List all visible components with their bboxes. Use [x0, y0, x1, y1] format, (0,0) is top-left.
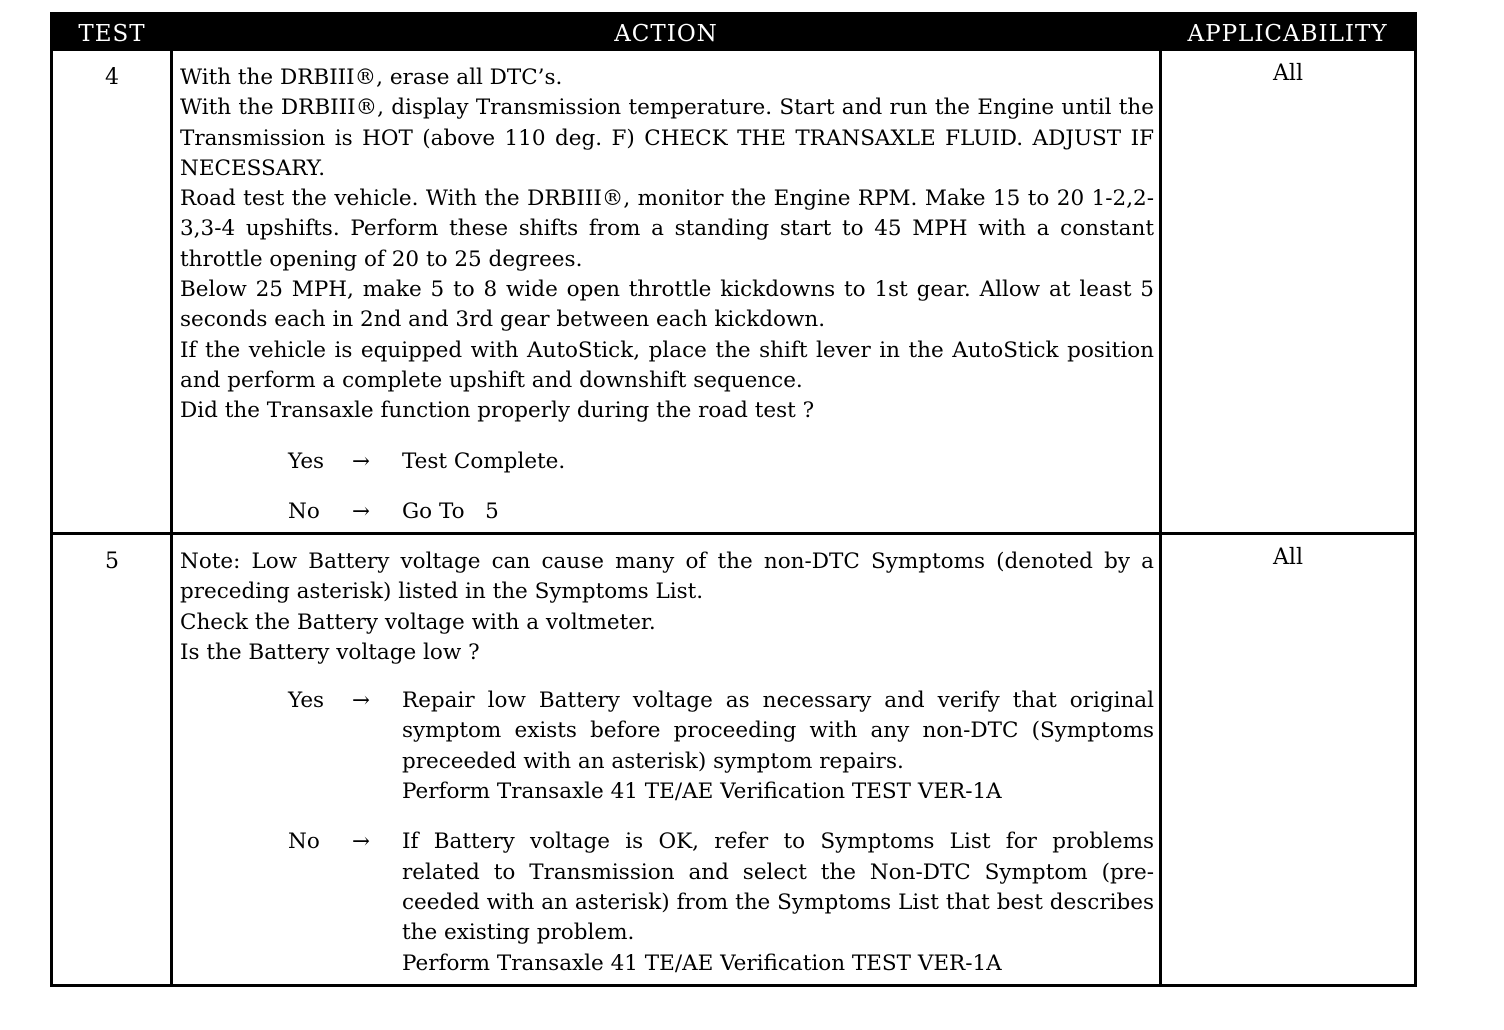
no-branch — [288, 827, 1154, 978]
action-step: Road test the vehicle. With the DRBIII®, monitor the Engine RPM. Make 15 to 20 1-2,2-3,3-4 upshifts. Perform these shifts from a standing start to 45 MPH with a constant throttle opening of 20 to 25 degrees. — [180, 186, 1154, 272]
applicability-value: All — [1273, 61, 1303, 86]
right-arrow-icon: → — [352, 829, 371, 855]
right-arrow-icon: → — [352, 688, 371, 714]
right-arrow-icon: → — [352, 498, 371, 524]
action-step: With the DRBIII®, display Transmission temperature. Start and run the Engine until the Transmission is HOT (above 110 deg. F) CHECK THE TRANSAXLE FLUID. ADJUST IF NECESSARY. — [180, 95, 1154, 181]
test-number: 4 — [105, 65, 119, 90]
diagnostic-test-table — [50, 12, 1417, 987]
no-verification-step: Perform Transaxle 41 TE/AE Verification TEST VER-1A — [402, 950, 1002, 976]
yes-label: Yes — [288, 448, 325, 474]
no-branch — [288, 497, 1154, 527]
yes-verification-step: Perform Transaxle 41 TE/AE Verification TEST VER-1A — [402, 779, 1002, 805]
yes-branch — [288, 686, 1154, 807]
action-step: With the DRBIII®, erase all DTC’s. — [180, 65, 563, 90]
no-label: No — [288, 829, 320, 855]
action-cell — [180, 547, 1154, 979]
action-cell — [180, 63, 1154, 527]
no-result: Go To 5 — [402, 498, 499, 524]
action-question: Is the Battery voltage low ? — [180, 639, 480, 665]
action-step: Below 25 MPH, make 5 to 8 wide open throttle kickdowns to 1st gear. Allow at least 5 seconds each in 2nd and 3rd gear between each kickdown. — [180, 277, 1154, 333]
table-row-test-4 — [53, 51, 1414, 535]
yes-result: Test Complete. — [402, 448, 566, 474]
header-action: ACTION — [614, 21, 718, 47]
table-header — [53, 15, 1414, 51]
yes-branch — [288, 447, 1154, 477]
action-step: Check the Battery voltage with a voltmeter. — [180, 609, 656, 635]
no-label: No — [288, 498, 320, 524]
right-arrow-icon: → — [352, 448, 371, 474]
no-result: If Battery voltage is OK, refer to Symptoms List for problems related to Transmission and select the Non-DTC Symptom (pre-ceeded with an asterisk) from the Symptoms List that best describes the existing problem. — [402, 829, 1154, 946]
yes-label: Yes — [288, 688, 325, 714]
yes-result: Repair low Battery voltage as necessary and verify that original symptom exists before proceeding with any non-DTC (Symptoms preceeded with an asterisk) symptom repairs. — [402, 688, 1154, 774]
test-number: 5 — [105, 549, 119, 574]
action-question: Did the Transaxle function properly during the road test ? — [180, 398, 815, 424]
applicability-value: All — [1273, 545, 1303, 570]
action-note: Note: Low Battery voltage can cause many of the non-DTC Symptoms (denoted by a preceding asterisk) listed in the Symptoms List. — [180, 549, 1154, 605]
header-applicability: APPLICABILITY — [1187, 21, 1388, 47]
table-row-test-5 — [53, 535, 1414, 984]
action-step: If the vehicle is equipped with AutoStick, place the shift lever in the AutoStick position and perform a complete upshift and downshift sequence. — [180, 337, 1154, 393]
header-test: TEST — [78, 21, 146, 47]
